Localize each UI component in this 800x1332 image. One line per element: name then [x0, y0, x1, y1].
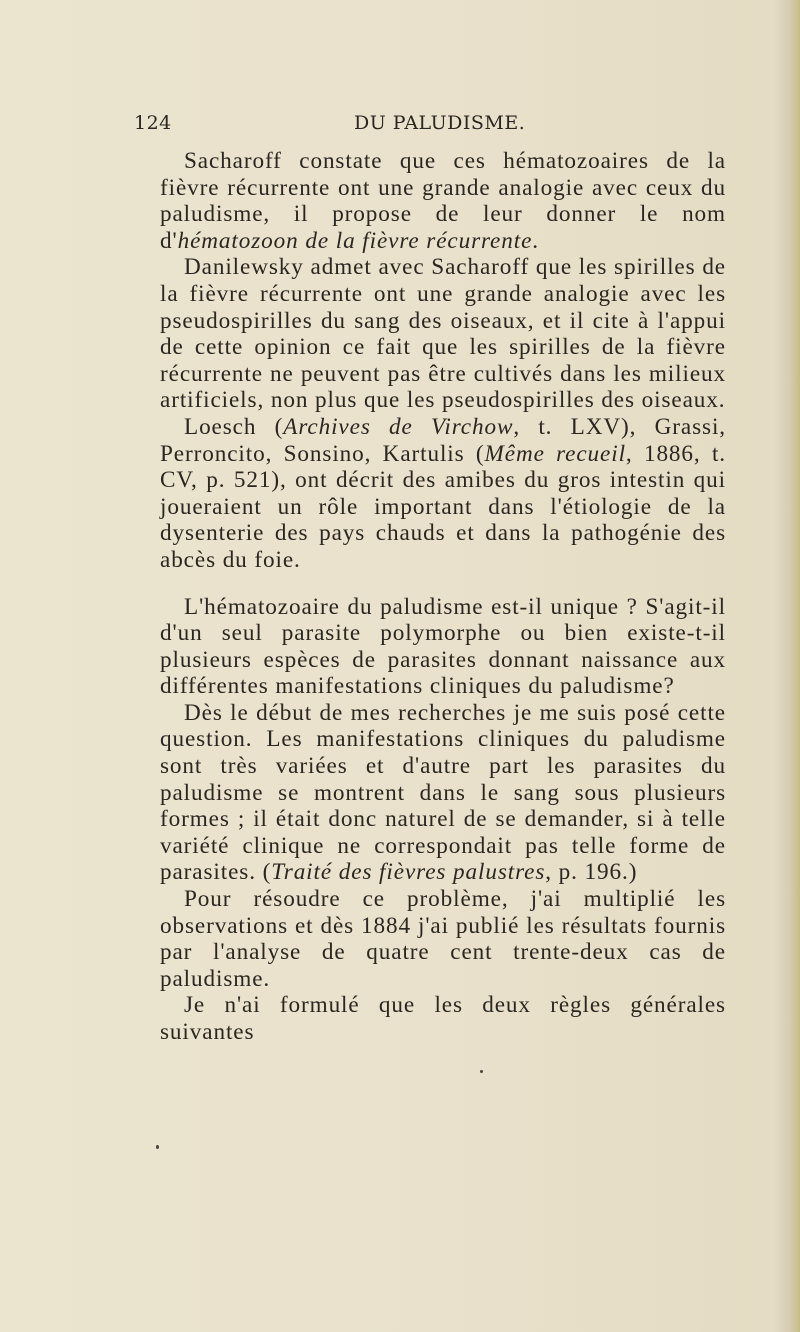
paragraph-text: Je n'ai formulé que les deux règles générales suivantes [160, 992, 726, 1045]
paragraph-text: Sacharoff constate que ces hématozoaires de la fièvre récurrente ont une grande analogie avec ceux du paludisme, il propose de leur donner le nom d' [160, 148, 726, 254]
paragraph-text: , t. LXV), Grassi, Perroncito, Sonsino, Kartulis ( [160, 413, 726, 467]
paragraph-regles [160, 992, 726, 1045]
paragraph-text: , 1886, t. CV, p. 521), ont décrit des amibes du gros intestin qui joueraient un rôle important dans l'étiologie de la dysenterie des pays chauds et dans la pathogénie des abcès du foie. [160, 440, 726, 573]
paragraph-text: L'hématozoaire du paludisme est-il unique ? S'agit-il d'un seul parasite polymorphe ou bien existe-t-il plusieurs espèces de parasites donnant naissance aux différentes manifestations cliniques du paludisme? [160, 593, 726, 700]
paragraph-danilewsky [160, 254, 726, 414]
paragraph-text: Pour résoudre ce problème, j'ai multiplié les observations et dès 1884 j'ai publié les résultats fournis par l'analyse de quatre cent trente-deux cas de paludisme. [160, 886, 726, 992]
body-text [160, 148, 726, 1046]
ink-speck [480, 1070, 483, 1073]
italic-citation: Archives de Virchow [283, 413, 514, 440]
italic-term: hématozoon de la fièvre récurrente [177, 227, 533, 254]
ink-speck [156, 1145, 159, 1149]
paragraph-text: Danilewsky admet avec Sacharoff que les spirilles de la fièvre récurrente ont une grande analogie avec les pseudospirilles du sang des oiseaux, et il cite à l'appui de cette opinion ce fait que les spirilles de la fièvre récurrente ne peuvent pas être cultivés dans les milieux artificiels, non plus que les pseudospirilles des oiseaux. [160, 254, 726, 414]
paragraph-text: . [532, 227, 539, 254]
italic-citation: Traité des fièvres palustres [271, 859, 546, 886]
paragraph-question [160, 594, 726, 700]
paragraph-probleme [160, 886, 726, 992]
paragraph-recherches [160, 700, 726, 886]
paragraph-loesch [160, 414, 726, 574]
page-edge-shadow [774, 0, 800, 1332]
running-title: DU PALUDISME. [354, 112, 526, 134]
italic-citation: Même recueil [484, 440, 626, 467]
paragraph-text: Loesch ( [184, 413, 284, 440]
page-number: 124 [134, 112, 172, 134]
paragraph-text: Dès le début de mes recherches je me suis posé cette question. Les manifestations cliniques du paludisme sont très variées et d'autre part les parasites du paludisme se montrent dans le sang sous plusieurs formes ; il était donc naturel de se demander, si à telle variété clinique ne correspondait pas telle forme de parasites. ( [160, 699, 726, 886]
paragraph-text: , p. 196.) [545, 859, 638, 886]
running-head [134, 112, 734, 142]
paragraph-sacharoff [160, 148, 726, 254]
